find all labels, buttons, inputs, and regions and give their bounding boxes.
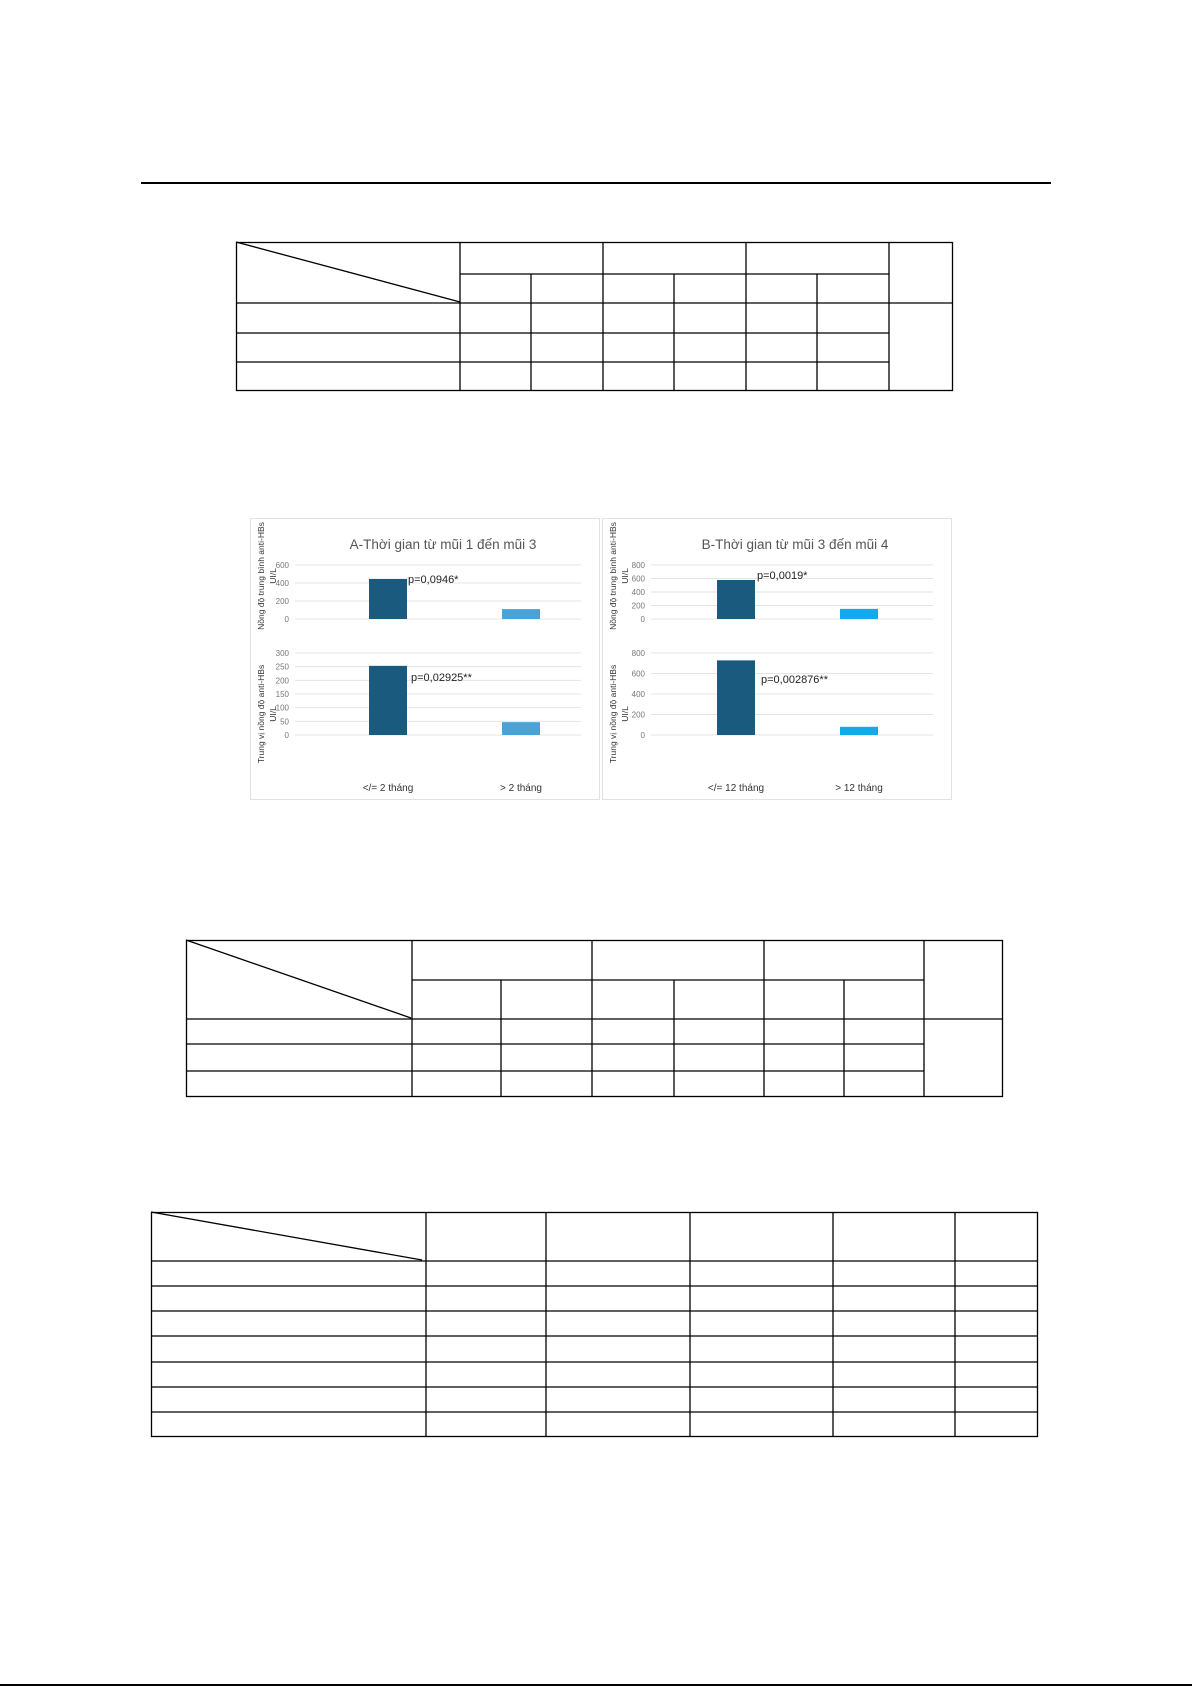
panel-b-top-ylabel <box>608 522 630 630</box>
y-tick-label: 50 <box>280 717 289 727</box>
panel-b-title: B-Thời gian từ mũi 3 đến mũi 4 <box>701 537 889 552</box>
y-tick-label: 200 <box>631 601 645 611</box>
panel-b-top-ylabel-line2: UI/L <box>620 568 630 584</box>
y-tick-label: 200 <box>275 676 289 686</box>
p-value-annotation: p=0,0019* <box>757 570 808 582</box>
panel-a-top-ylabel-line2: UI/L <box>268 568 278 584</box>
panel-a-top-ylabel <box>256 522 278 630</box>
subchart-b-top <box>632 561 933 624</box>
panel-a-bottom-ylabel-line1: Trung vị nồng độ anti-HBs <box>256 664 266 764</box>
bar-short-interval <box>369 579 407 619</box>
panel-a-title: A-Thời gian từ mũi 1 đến mũi 3 <box>349 537 537 552</box>
y-tick-label: 0 <box>284 615 289 624</box>
table-2-grid <box>186 940 1004 1098</box>
p-value-annotation: p=0,002876** <box>761 674 828 686</box>
bar-long-interval <box>502 722 540 735</box>
y-tick-label: 200 <box>275 597 289 606</box>
p-value-annotation: p=0,02925** <box>411 672 472 684</box>
panel-a-xlabel-1: </= 2 tháng <box>362 783 414 794</box>
panel-b <box>602 518 952 800</box>
table-1-grid <box>236 242 954 392</box>
y-tick-label: 400 <box>631 690 645 699</box>
y-tick-label: 100 <box>275 703 289 713</box>
y-tick-label: 600 <box>275 561 289 570</box>
y-tick-label: 600 <box>631 669 645 679</box>
figure-bar-charts <box>250 518 950 800</box>
header-rule <box>141 182 1051 184</box>
y-tick-label: 400 <box>275 579 289 588</box>
y-tick-label: 0 <box>640 615 645 624</box>
table-3-grid <box>151 1212 1039 1438</box>
y-tick-label: 800 <box>631 561 645 570</box>
panel-b-top-ylabel-line1: Nồng độ trung bình anti-HBs <box>608 522 618 630</box>
panel-a-svg <box>251 519 599 799</box>
table-3 <box>151 1212 1039 1438</box>
bar-short-interval <box>717 660 755 735</box>
subchart-b-bottom <box>632 649 933 740</box>
p-value-annotation: p=0,0946* <box>408 574 459 586</box>
bar-short-interval <box>369 666 407 735</box>
y-tick-label: 250 <box>275 662 289 672</box>
y-tick-label: 0 <box>284 731 289 740</box>
bar-long-interval <box>502 609 540 619</box>
panel-b-bottom-ylabel-line2: UI/L <box>620 706 630 722</box>
panel-b-xlabel-1: </= 12 tháng <box>707 783 765 794</box>
panel-a-top-ylabel-line1: Nồng độ trung bình anti-HBs <box>256 522 266 630</box>
bar-long-interval <box>840 609 878 619</box>
subchart-a-top <box>276 561 581 624</box>
y-tick-label: 0 <box>640 731 645 740</box>
panel-b-xlabel-2: > 12 tháng <box>835 783 883 794</box>
y-tick-label: 300 <box>275 649 289 658</box>
panel-b-bottom-ylabel-line1: Trung vị nồng độ anti-HBs <box>608 664 618 764</box>
y-tick-label: 600 <box>631 574 645 584</box>
panel-a-bottom-ylabel-line2: UI/L <box>268 706 278 722</box>
table-2 <box>186 940 1004 1098</box>
bar-long-interval <box>840 727 878 735</box>
panel-a-xlabel-2: > 2 tháng <box>500 783 542 794</box>
y-tick-label: 400 <box>631 588 645 597</box>
panel-b-svg <box>603 519 951 799</box>
y-tick-label: 200 <box>631 710 645 720</box>
subchart-a-bottom <box>276 649 581 740</box>
y-tick-label: 150 <box>275 690 289 699</box>
panel-b-bottom-ylabel <box>608 665 630 763</box>
y-tick-label: 800 <box>631 649 645 658</box>
panel-a <box>250 518 600 800</box>
bar-short-interval <box>717 580 755 619</box>
table-1 <box>236 242 954 392</box>
